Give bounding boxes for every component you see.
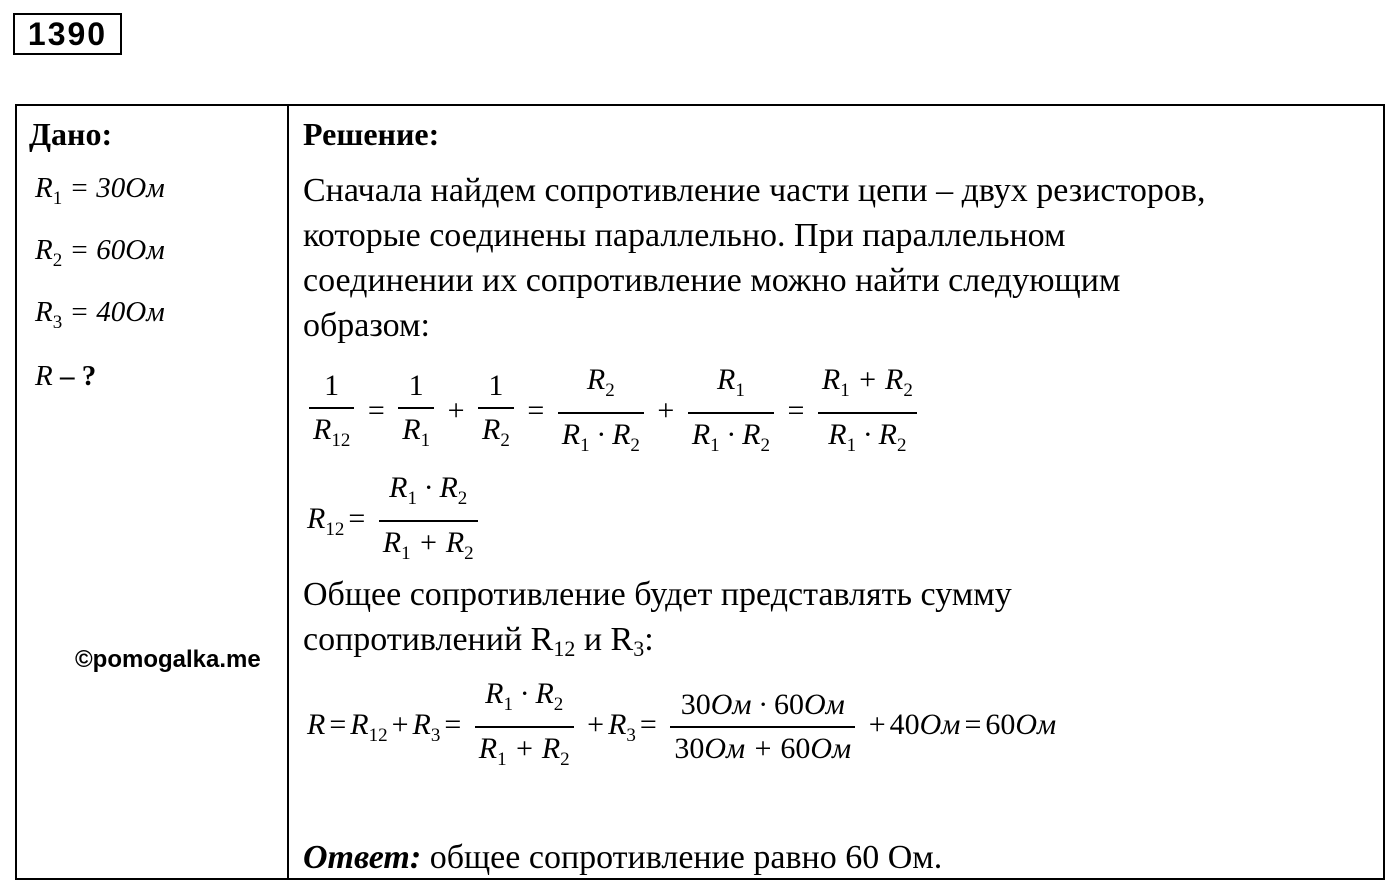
column-divider [287, 106, 289, 878]
given-r3: $R_3 = 40Ом$ [35, 296, 165, 333]
solution-paragraph-1: Сначала найдем сопротивление части цепи – двух резисторов, которые соединены параллельно. При параллельном соединении их сопротивление можно найти следующим образом: [303, 172, 1206, 344]
given-r1: $R_1 = 30Ом$ [35, 172, 165, 209]
solution-paragraph-2: Общее сопротивление будет представлять сумму сопротивлений $R_{12}$ и $R_3$: [303, 576, 1012, 661]
formula-total: $R = R_{12} + R_3$ = $\frac{R_1 \cdot R_2}{R_1 + R_2}$ + $R_3$ = $\frac{30Ом \cdot 60Ом}{30Ом + 60Ом}$ + 40Ом = 60Ом [307, 677, 1057, 770]
problem-number: 1390 [13, 13, 122, 55]
watermark: ©pomogalka.me [75, 646, 261, 673]
answer-line: Ответ: общее сопротивление равно 60 Ом. [303, 839, 943, 876]
given-question: R – ? [35, 360, 97, 392]
given-r2: $R_2 = 60Ом$ [35, 234, 165, 271]
solution-table [15, 104, 1385, 880]
solution-header: Решение: [303, 116, 440, 152]
formula-r12: $R_{12}$ = $\frac{R_1 \cdot R_2}{R_1 + R_2}$ [307, 470, 480, 572]
given-header: Дано: [29, 116, 113, 152]
formula-parallel-reciprocal: $\frac{1}{R_{12}}$ = $\frac{1}{R_1}$ + $\frac{1}{R_2}$ = $\frac{R_2}{R_1 \cdot R_2}$ + $\frac{R_1}{R_1 \cdot R_2}$ = $\frac{R_1 + R_2}{R_1 \cdot R_2}$ [307, 362, 919, 464]
